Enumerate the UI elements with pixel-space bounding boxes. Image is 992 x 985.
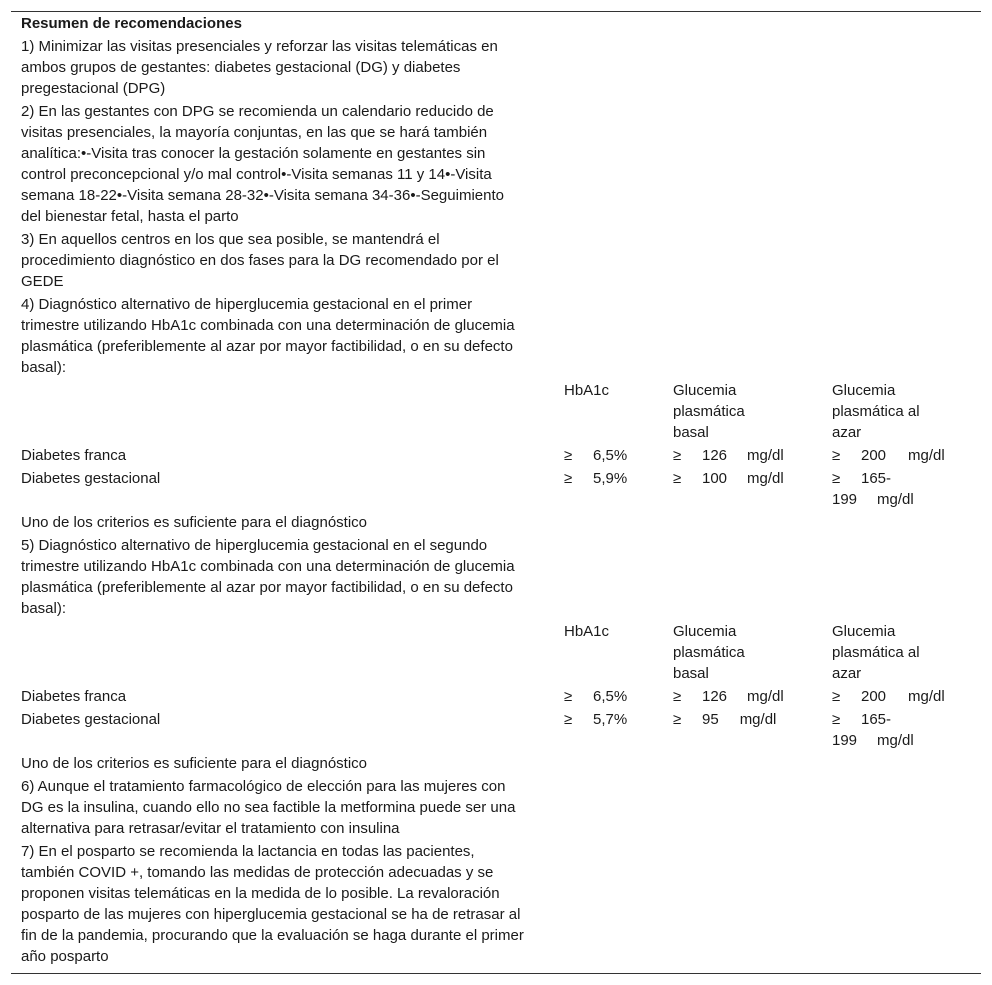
cell-basal: ≥ 126 mg/dl	[673, 447, 784, 464]
header-glucemia-azar: Glucemia plasmática al azar	[832, 382, 920, 441]
header-glucemia-azar: Glucemia plasmática al azar	[832, 623, 920, 682]
recommendation-5: 5) Diagnóstico alternativo de hiperglucemia gestacional en el segundo trimestre utilizando HbA1c combinada con una determinación de glucemia plasmática (preferiblemente al azar por mayor factibilidad, o en su defecto basal):	[21, 537, 515, 617]
header-glucemia-basal: Glucemia plasmática basal	[673, 623, 745, 682]
cell-hba1c: ≥ 6,5%	[564, 688, 628, 705]
header-glucemia-basal: Glucemia plasmática basal	[673, 382, 745, 441]
cell-hba1c: ≥ 5,7%	[564, 711, 628, 728]
recommendation-7: 7) En el posparto se recomienda la lactancia en todas las pacientes, también COVID +, tomando las medidas de protección adecuadas y se proponen visitas telemáticas en la medida de lo posible. La revaloración posparto de las mujeres con hiperglucemia gestacional se ha de retrasar al fin de la pandemia, procurando que la evaluación se haga durante el primer año posparto	[21, 843, 524, 965]
recommendation-3: 3) En aquellos centros en los que sea posible, se mantendrá el procedimiento diagnóstico en dos fases para la DG recomendado por el GEDE	[21, 231, 499, 290]
row-label-diabetes-gestacional: Diabetes gestacional	[21, 711, 161, 728]
recommendation-2: 2) En las gestantes con DPG se recomienda un calendario reducido de visitas presenciales, la mayoría conjuntas, en las que se hará también analítica:•-Visita tras conocer la gestación solamente en gestantes sin control preconcepcional y/o mal control•-Visita semanas 11 y 14•-Visita semana 18-22•-Visita semana 28-32•-Visita semana 34-36•-Seguimiento del bienestar fetal, hasta el parto	[21, 103, 504, 225]
row-label-diabetes-franca: Diabetes franca	[21, 688, 127, 705]
recommendation-4: 4) Diagnóstico alternativo de hiperglucemia gestacional en el primer trimestre utilizando HbA1c combinada con una determinación de glucemia plasmática (preferiblemente al azar por mayor factibilidad, o en su defecto basal):	[21, 296, 515, 376]
cell-hba1c: ≥ 6,5%	[564, 447, 628, 464]
cell-basal: ≥ 95 mg/dl	[673, 711, 777, 728]
cell-basal: ≥ 100 mg/dl	[673, 470, 784, 487]
recommendations-table	[11, 11, 981, 974]
cell-azar: ≥ 165- 199 mg/dl	[832, 470, 914, 508]
cell-azar: ≥ 200 mg/dl	[832, 447, 945, 464]
header-hba1c: HbA1c	[564, 623, 610, 640]
cell-azar: ≥ 200 mg/dl	[832, 688, 945, 705]
table-note: Uno de los criterios es suficiente para el diagnóstico	[21, 755, 368, 772]
row-label-diabetes-gestacional: Diabetes gestacional	[21, 470, 161, 487]
cell-basal: ≥ 126 mg/dl	[673, 688, 784, 705]
recommendation-6: 6) Aunque el tratamiento farmacológico de elección para las mujeres con DG es la insulina, cuando ello no sea factible la metformina puede ser una alternativa para retrasar/evitar el tratamiento con insulina	[21, 778, 516, 837]
table-note: Uno de los criterios es suficiente para el diagnóstico	[21, 514, 368, 531]
header-hba1c: HbA1c	[564, 382, 610, 399]
table-title: Resumen de recomendaciones	[21, 15, 242, 32]
cell-hba1c: ≥ 5,9%	[564, 470, 628, 487]
recommendation-1: 1) Minimizar las visitas presenciales y reforzar las visitas telemáticas en ambos grupos de gestantes: diabetes gestacional (DG) y diabetes pregestacional (DPG)	[21, 38, 498, 97]
cell-azar: ≥ 165- 199 mg/dl	[832, 711, 914, 749]
row-label-diabetes-franca: Diabetes franca	[21, 447, 127, 464]
